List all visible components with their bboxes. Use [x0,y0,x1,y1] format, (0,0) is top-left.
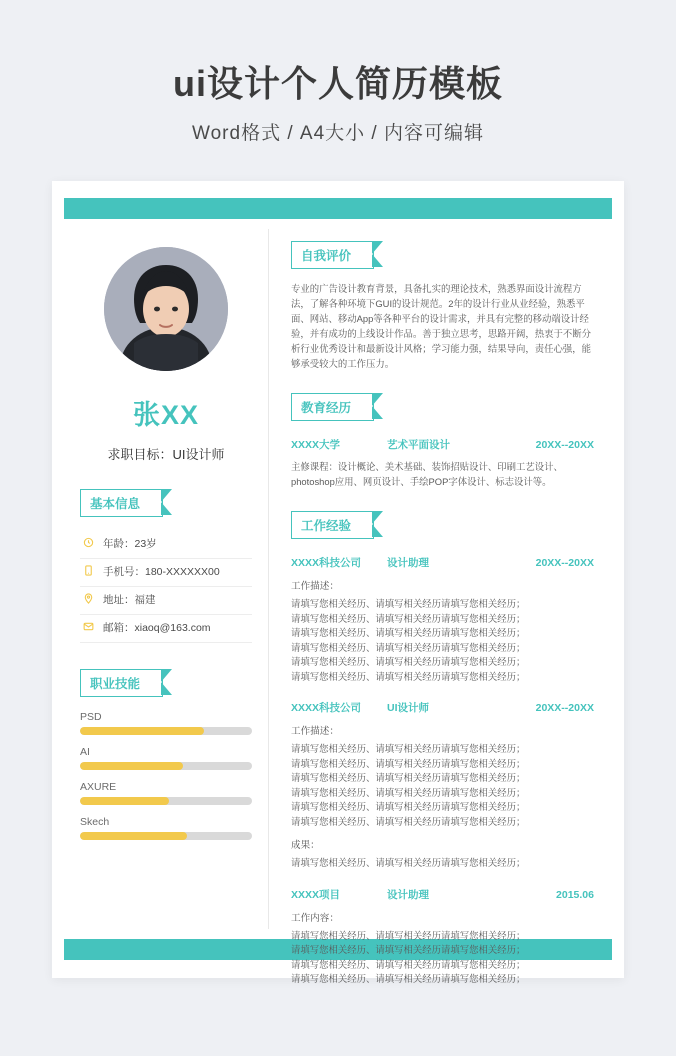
education-major: 艺术平面设计 [387,439,450,451]
experience-period: 20XX--20XX [535,557,594,569]
skill-item [80,746,252,770]
resume-content [64,229,612,984]
skill-bar-fill [80,797,169,805]
basic-info-list [80,531,252,643]
experience-entry [291,700,594,871]
education-school: XXXX大学 [291,439,341,451]
education-courses: 主修课程：设计概论、美术基础、装饰招贴设计、印刷工艺设计、photoshop应用、网页设计、手绘POP字体设计、标志设计等。 [291,461,563,487]
experience-line: 请填写您相关经历、请填写相关经历请填写您相关经历； [291,857,526,868]
experience-company: XXXX科技公司 [291,557,362,569]
section-title-skills: 职业技能 [80,669,163,697]
phone-icon [82,565,95,576]
info-row-mail [80,615,252,643]
experience-head [291,700,594,715]
section-skills [80,669,252,697]
skill-name: AXURE [80,781,117,793]
experience-role: 设计助理 [387,557,429,569]
avatar-wrap [80,247,252,371]
info-row-phone [80,559,252,587]
skill-bar-track [80,797,252,805]
experience-line: 请填写您相关经历、请填写相关经历请填写您相关经历； [291,757,526,769]
project-head [291,887,594,902]
info-label-mail: 邮箱：xiaoq@163.com [103,622,211,634]
skill-bar-fill [80,832,187,840]
experience-company: XXXX科技公司 [291,702,362,714]
location-icon [82,593,95,604]
skill-bar-fill [80,762,183,770]
experience-role: UI设计师 [387,702,429,714]
section-education [291,393,594,421]
project-period: 2015.06 [556,888,594,901]
skill-bar-track [80,727,252,735]
promo-title: ui设计个人简历模板 [173,63,503,104]
top-accent-bar [64,198,612,219]
experience-lines [291,742,594,829]
clock-icon [82,537,95,548]
resume-sheet [52,181,624,984]
project-desc-label: 工作内容： [291,912,339,924]
experience-head [291,555,594,570]
project-line: 请填写您相关经历、请填写相关经历请填写您相关经历； [291,929,526,941]
experience-entry [291,555,594,684]
education-period: 20XX--20XX [535,439,594,451]
project-lines [291,929,594,987]
info-label-phone: 手机号：180-XXXXXX00 [103,566,220,578]
skill-bar-fill [80,727,204,735]
candidate-name: 张XX [132,400,200,430]
experience-result-label: 成果： [291,840,320,851]
skill-name: Skech [80,816,110,828]
info-label-location: 地址：福建 [103,594,156,606]
experience-line: 请填写您相关经历、请填写相关经历请填写您相关经历； [291,612,526,624]
promo-subtitle: Word格式 / A4大小 / 内容可编辑 [192,123,484,144]
education-entry [291,437,594,489]
section-basic-info [80,489,252,517]
project-line: 请填写您相关经历、请填写相关经历请填写您相关经历； [291,944,526,955]
section-self-eval [291,241,594,269]
left-column [64,229,269,929]
project-name: XXXX项目 [291,888,341,901]
section-title-experience: 工作经验 [291,511,374,539]
promo-header [0,0,676,145]
section-title-basic-info: 基本信息 [80,489,163,517]
mail-icon [82,621,95,632]
experience-line: 请填写您相关经历、请填写相关经历请填写您相关经历； [291,627,526,638]
project-role: 设计助理 [387,888,429,901]
experience-line: 请填写您相关经历、请填写相关经历请填写您相关经历； [291,786,526,798]
info-row-age [80,531,252,559]
experience-desc-label: 工作描述： [291,581,339,592]
job-target: 求职目标：UI设计师 [107,447,225,462]
experience-lines [291,597,594,684]
experience-line: 请填写您相关经历、请填写相关经历请填写您相关经历； [291,641,526,653]
project-entry [291,887,594,987]
experience-line: 请填写您相关经历、请填写相关经历请填写您相关经历； [291,598,526,609]
skill-item [80,711,252,735]
experience-line: 请填写您相关经历、请填写相关经历请填写您相关经历； [291,656,526,667]
experience-desc-label: 工作描述： [291,726,339,737]
project-line: 请填写您相关经历、请填写相关经历请填写您相关经历； [291,958,526,970]
info-row-location [80,587,252,615]
section-title-self-eval: 自我评价 [291,241,374,269]
project-line: 请填写您相关经历、请填写相关经历请填写您相关经历； [291,973,526,984]
skills-list [80,711,252,840]
education-head [291,437,594,452]
experience-period: 20XX--20XX [535,702,594,714]
skill-item [80,781,252,805]
experience-line: 请填写您相关经历、请填写相关经历请填写您相关经历； [291,815,526,827]
experience-line: 请填写您相关经历、请填写相关经历请填写您相关经历； [291,772,526,783]
info-label-age: 年龄：23岁 [103,538,157,550]
section-experience [291,511,594,539]
experience-line: 请填写您相关经历、请填写相关经历请填写您相关经历； [291,670,526,682]
experience-line: 请填写您相关经历、请填写相关经历请填写您相关经历； [291,801,526,812]
experience-line: 请填写您相关经历、请填写相关经历请填写您相关经历； [291,743,526,754]
section-title-education: 教育经历 [291,393,374,421]
avatar [104,247,228,371]
right-column [269,229,612,984]
self-eval-text: 专业的广告设计教育背景，具备扎实的理论技术，熟悉界面设计流程方法，了解各种环境下GUI的设计规范。2年的设计行业从业经验，熟悉平面、网站、移动App等各种平台的设计需求，并具有完整的移动端设计经验，并有成功的上线设计作品。善于独立思考，思路开阔，热衷于不断分析行业优秀设计和最新设计风格；学习能力强，结果导向，责任心强，能够承受较大的工作压力。 [291,283,592,369]
skill-bar-track [80,762,252,770]
skill-bar-track [80,832,252,840]
experience-result-lines [291,856,594,871]
skill-item [80,816,252,840]
skill-name: AI [80,746,90,758]
skill-name: PSD [80,711,102,723]
